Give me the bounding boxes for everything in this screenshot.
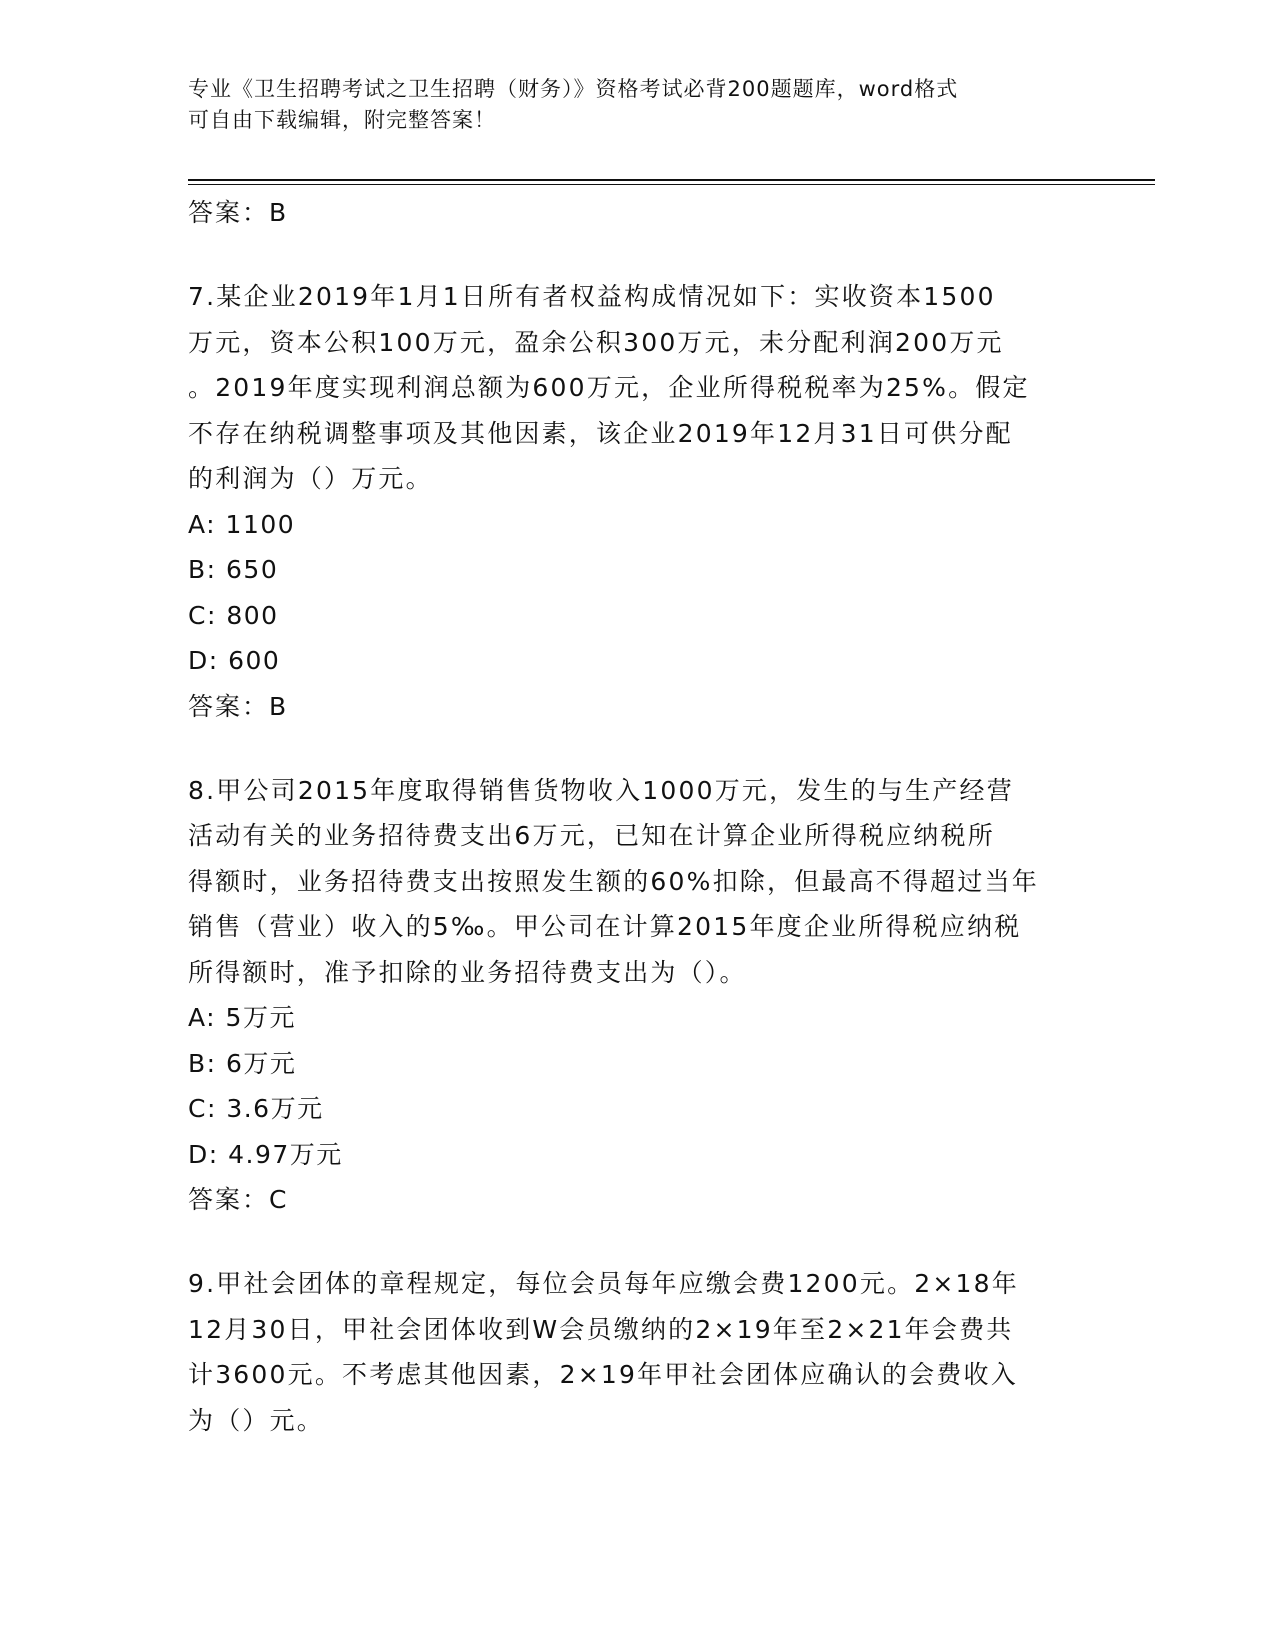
question-7-answer: 答案：B: [188, 691, 289, 721]
spacer: [188, 730, 1088, 768]
spacer: [188, 236, 1088, 274]
header-title-line-2: 可自由下载编辑，附完整答案！: [188, 108, 496, 132]
question-8-option-b: B: 6万元: [188, 1048, 297, 1078]
stem-line: 的利润为（）万元。: [188, 464, 433, 493]
stem-line: 活动有关的业务招待费支出6万元，已知在计算企业所得税应纳税所: [188, 821, 995, 850]
question-8-stem: [188, 768, 1088, 996]
question-7-option-b: B: 650: [188, 555, 279, 584]
stem-line: 万元，资本公积100万元，盈余公积300万元，未分配利润200万元: [188, 327, 1004, 357]
header-divider-thick: [188, 179, 1155, 181]
question-7-option-c: C: 800: [188, 600, 279, 630]
header-divider-thin: [188, 184, 1155, 185]
stem-line: 7.某企业2019年1月1日所有者权益构成情况如下：实收资本1500: [188, 282, 996, 311]
question-content: [188, 190, 1088, 1443]
stem-line: 得额时，业务招待费支出按照发生额的60%扣除，但最高不得超过当年: [188, 866, 1039, 896]
stem-line: 。2019年度实现利润总额为600万元，企业所得税税率为25%。假定: [188, 373, 1030, 402]
question-8-option-c: C: 3.6万元: [188, 1094, 324, 1123]
stem-line: 销售（营业）收入的5‰。甲公司在计算2015年度企业所得税应纳税: [188, 912, 1022, 941]
document-header: [188, 74, 1088, 136]
question-7-option-a: A: 1100: [188, 509, 296, 539]
stem-line: 12月30日，甲社会团体收到W会员缴纳的2×19年至2×21年会费共: [188, 1314, 1014, 1344]
stem-line: 9.甲社会团体的章程规定，每位会员每年应缴会费1200元。2×18年: [188, 1269, 1019, 1298]
question-7-option-d: D: 600: [188, 646, 281, 675]
question-9-stem: [188, 1261, 1088, 1443]
stem-line: 不存在纳税调整事项及其他因素，该企业2019年12月31日可供分配: [188, 418, 1013, 448]
question-9: [188, 1261, 1088, 1443]
stem-line: 所得额时，准予扣除的业务招待费支出为（）。: [188, 957, 747, 987]
header-title-line-1: 专业《卫生招聘考试之卫生招聘（财务）》资格考试必背200题题库，word格式: [188, 77, 959, 101]
question-7: [188, 274, 1088, 730]
stem-line: 为（）元。: [188, 1405, 325, 1435]
spacer: [188, 1223, 1088, 1261]
stem-line: 8.甲公司2015年度取得销售货物收入1000万元，发生的与生产经营: [188, 775, 1014, 805]
question-8-option-a: A: 5万元: [188, 1003, 296, 1032]
question-7-stem: [188, 274, 1088, 502]
question-8-answer: 答案：C: [188, 1185, 289, 1214]
question-8: [188, 768, 1088, 1224]
stem-line: 计3600元。不考虑其他因素，2×19年甲社会团体应确认的会费收入: [188, 1360, 1018, 1389]
question-8-option-d: D: 4.97万元: [188, 1139, 343, 1169]
previous-question-answer: 答案：B: [188, 198, 289, 227]
